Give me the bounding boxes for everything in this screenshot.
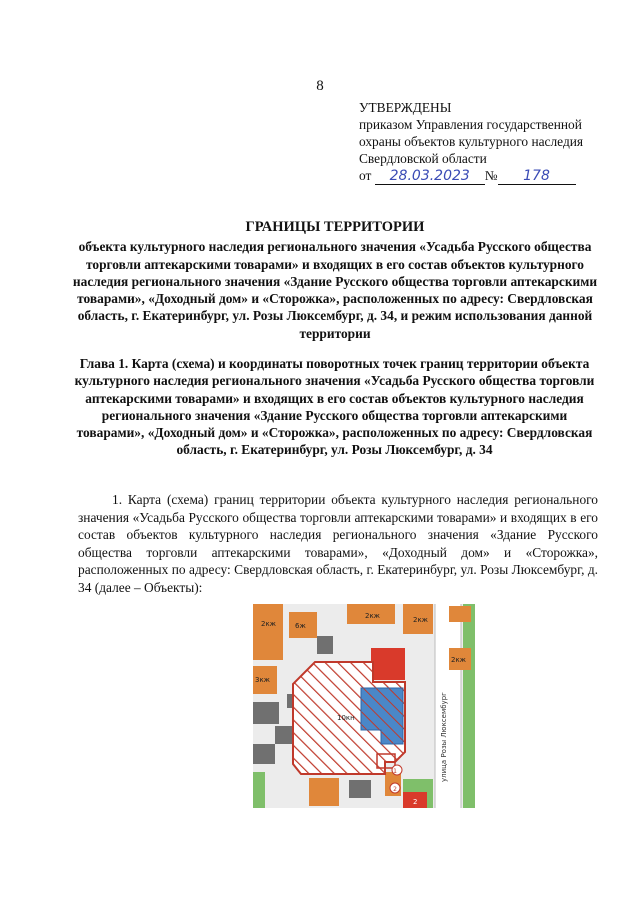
map-label: 2кж bbox=[413, 616, 428, 624]
document-heading bbox=[60, 219, 610, 342]
territory-map bbox=[253, 604, 475, 808]
document-subtitle: объекта культурного наследия регионального значения «Усадьба Русского общества торговли аптекарскими товарами» и входящих в его состав объектов культурного наследия регионального значения «Здание Русского общества торговли аптекарскими товарами», «Доходный дом» и «Сторожка», расположенных по адресу: Свердловская область, г. Екатеринбург, ул. Розы Люксембург, д. 34, и режим использования данной территории bbox=[72, 239, 598, 341]
approval-line-1: приказом Управления государственной bbox=[359, 117, 582, 132]
map-label: 2кж bbox=[451, 656, 466, 664]
page-number: 8 bbox=[316, 78, 324, 94]
nonresidential-building bbox=[349, 780, 371, 798]
residential-building bbox=[309, 778, 339, 806]
map-label: 10кн bbox=[337, 714, 355, 722]
street-name-label: улица Розы Люксембург bbox=[440, 692, 448, 782]
chapter-title: Глава 1. Карта (схема) и координаты поворотных точек границ территории объекта культурного наследия регионального значения «Усадьба Русского общества торговли аптекарскими товарами» и входящих в его состав объектов культурного наследия регионального значения «Здание Русского общества торговли аптекарскими товарами», «Доходный дом» и «Сторожка», расположенных по адресу: Свердловская область, г. Екатеринбург, ул. Розы Люксембург, д. 34 bbox=[74, 356, 595, 458]
approval-date-line bbox=[359, 167, 629, 185]
approval-line-3: Свердловской области bbox=[359, 151, 487, 166]
paragraph-1: 1. Карта (схема) границ территории объекта культурного наследия регионального значения «Усадьба Русского общества торговли аптекарскими товарами» и входящих в его состав объектов культурного наследия регионального значения «Здание Русского общества торговли аптекарскими товарами», «Доходный дом» и «Сторожка», расположенных по адресу: Свердловская область, г. Екатеринбург, ул. Розы Люксембург, д. 34 (далее – Объекты): bbox=[78, 492, 598, 595]
approval-block bbox=[359, 99, 629, 185]
red-building bbox=[371, 648, 405, 680]
map-label: 2 bbox=[393, 786, 397, 793]
residential-building bbox=[253, 604, 283, 660]
nonresidential-building bbox=[253, 744, 275, 764]
greenery-left bbox=[253, 772, 265, 808]
street-strip bbox=[435, 604, 461, 808]
from-label: от bbox=[359, 168, 372, 183]
map-label: 3кж bbox=[255, 676, 270, 684]
document-title: ГРАНИЦЫ ТЕРРИТОРИИ bbox=[245, 219, 425, 235]
map-label: 2кж bbox=[261, 620, 276, 628]
approval-line-2: охраны объектов культурного наследия bbox=[359, 134, 584, 149]
nonresidential-building bbox=[275, 726, 293, 744]
map-label: 1 bbox=[393, 768, 397, 775]
handwritten-number: 178 bbox=[498, 169, 576, 185]
map-label: 2кж bbox=[365, 612, 380, 620]
map-label: 2 bbox=[413, 798, 418, 806]
nonresidential-building bbox=[317, 636, 333, 654]
handwritten-date: 28.03.2023 bbox=[375, 169, 485, 185]
number-label: № bbox=[484, 168, 498, 183]
nonresidential-building bbox=[253, 702, 279, 724]
residential-building bbox=[449, 606, 471, 622]
map-label: 6ж bbox=[295, 622, 306, 630]
greenery-right bbox=[463, 604, 475, 808]
approval-title: УТВЕРЖДЕНЫ bbox=[359, 100, 452, 115]
